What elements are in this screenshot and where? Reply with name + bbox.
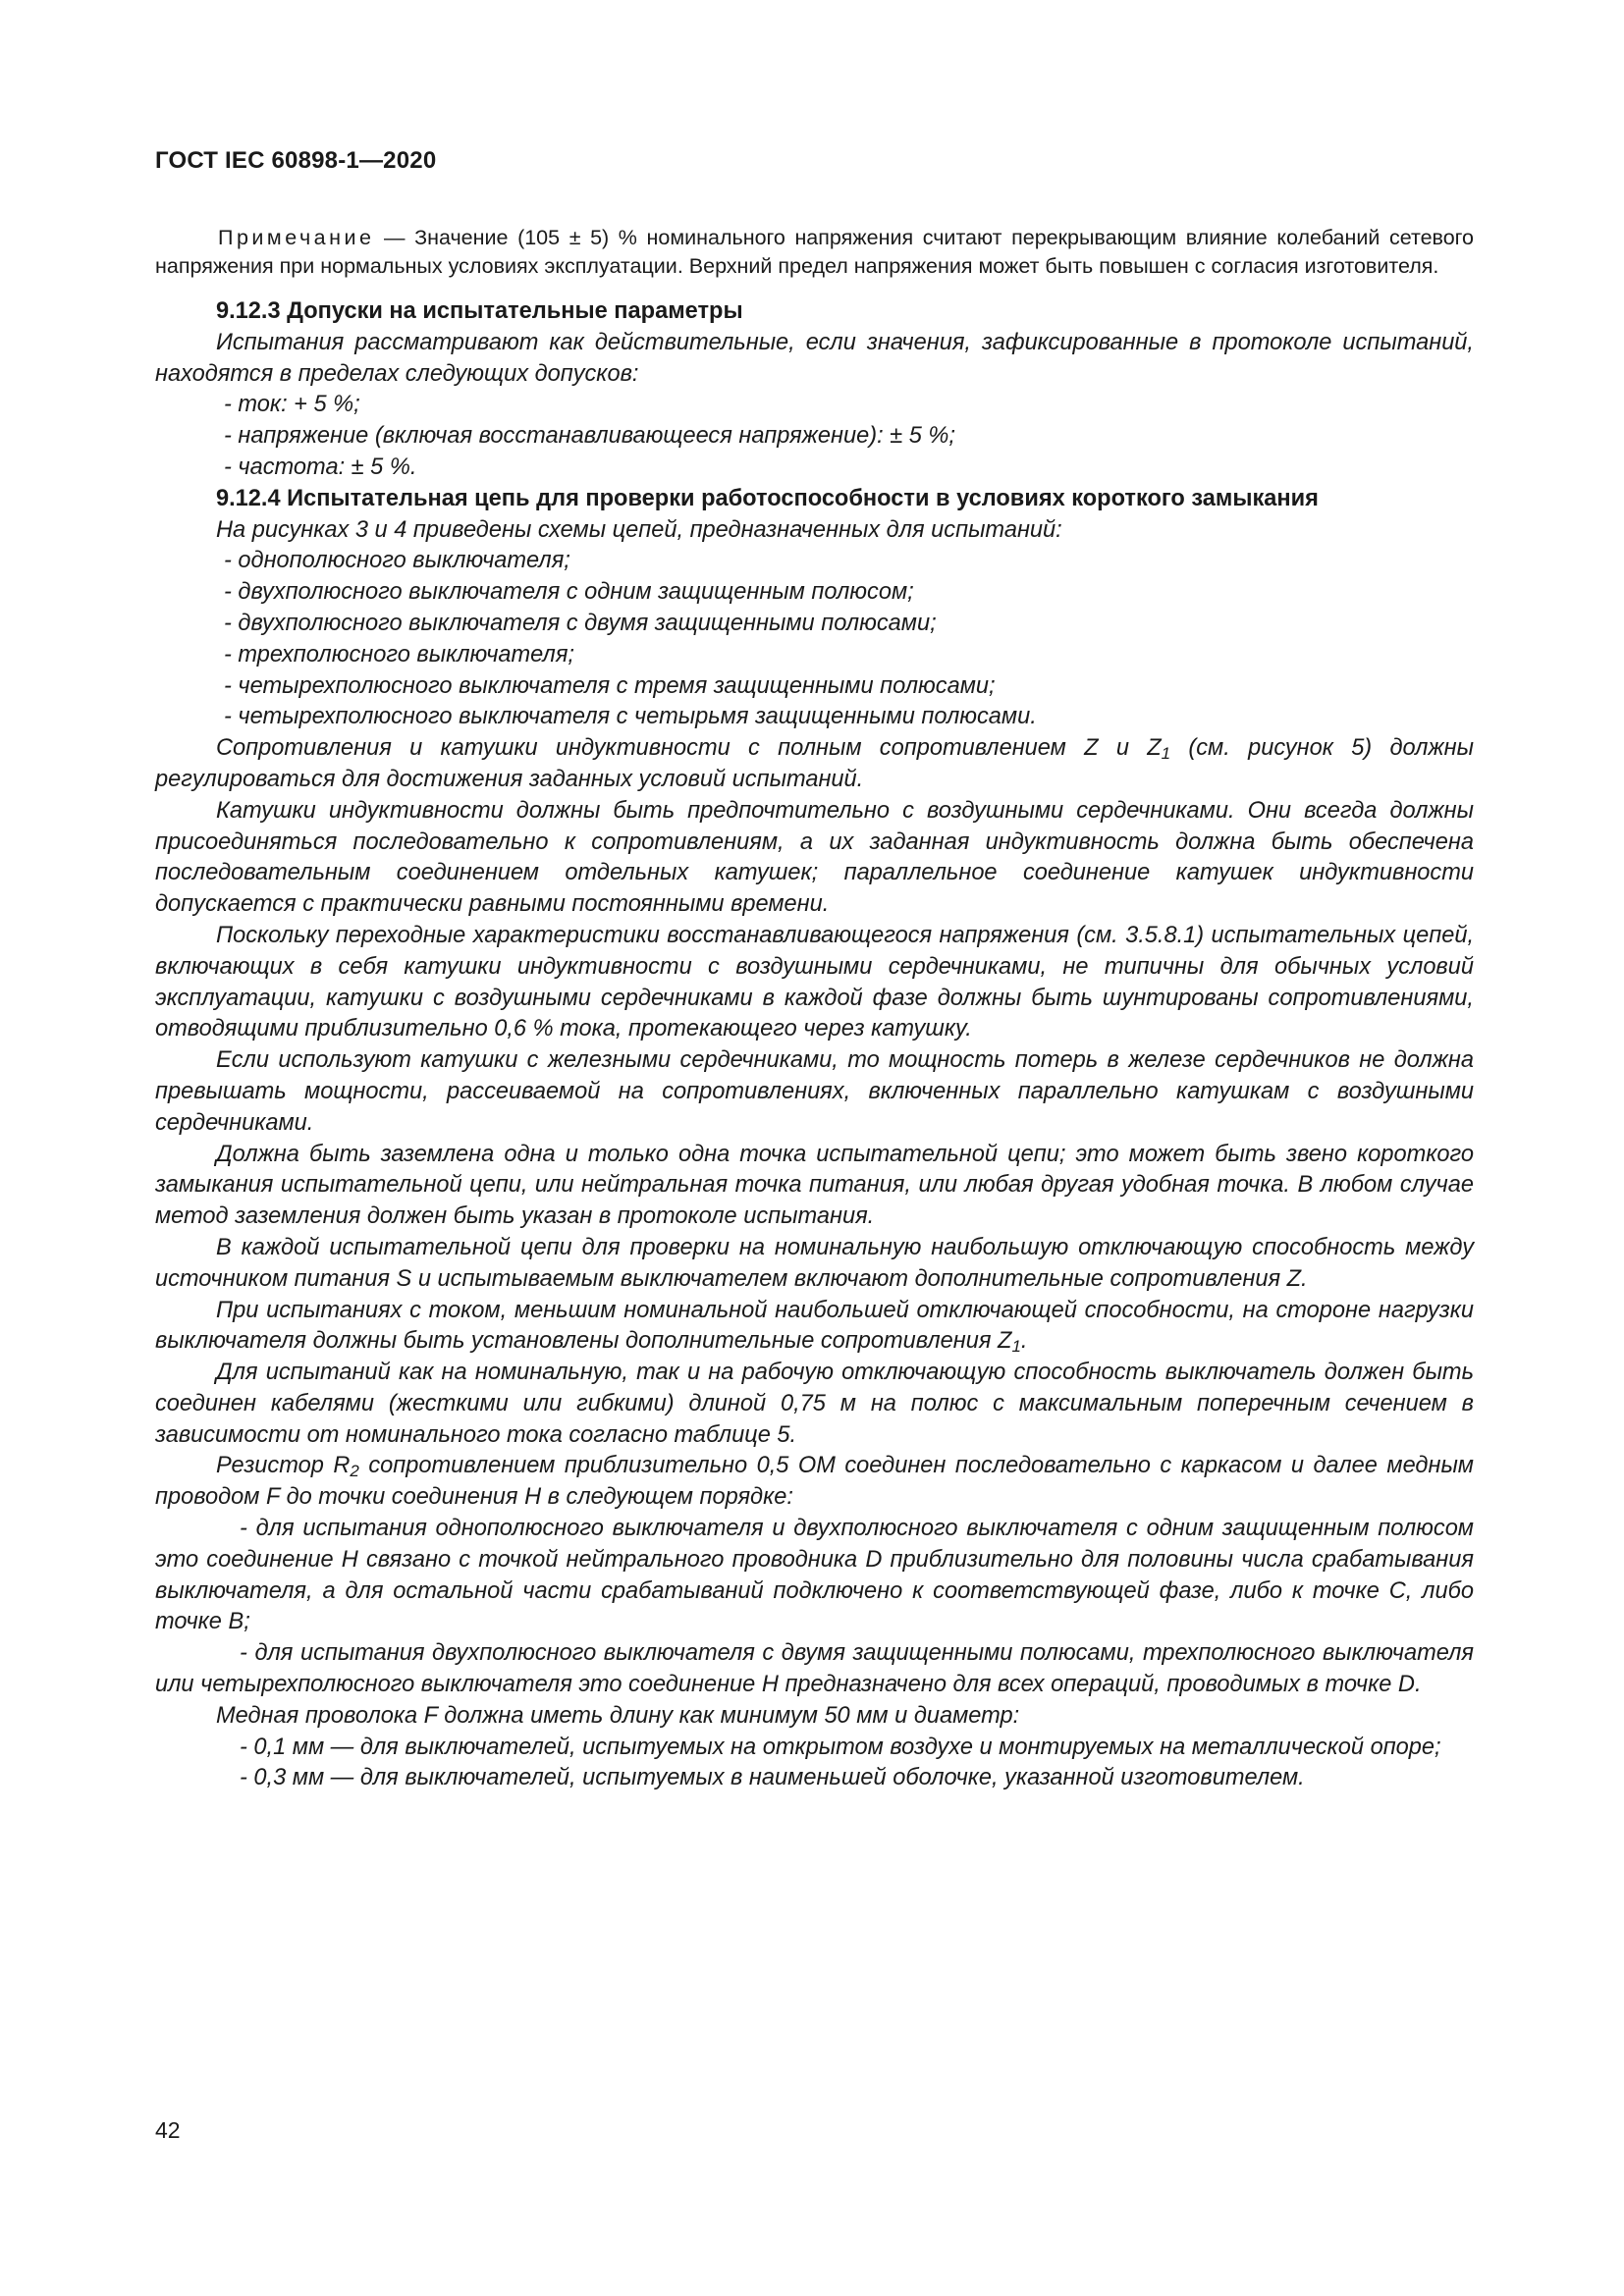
circuit-list-item: - четырехполюсного выключателя с четырьмя защищенными полюсами. — [224, 704, 1037, 730]
paragraph-lower-current — [155, 1296, 1474, 1359]
circuit-list-item: - двухполюсного выключателя с двумя защищенными полюсами; — [224, 610, 937, 636]
circuit-list-item: - четырехполюсного выключателя с тремя защищенными полюсами; — [224, 672, 996, 699]
circuit-list-item: - трехполюсного выключателя; — [224, 641, 574, 667]
document-header: ГОСТ IEC 60898-1—2020 — [155, 147, 437, 174]
section-9-12-4-heading: 9.12.4 Испытательная цепь для проверки работоспособности в условиях короткого замыкания — [216, 485, 1319, 511]
note-text: — Значение (105 ± 5) % номинального напряжения считают перекрывающим влияние колебаний сетевого напряжения при нормальных условиях эксплуатации. Верхний предел напряжения может быть повышен с согласия изготовителя. — [155, 226, 1474, 278]
section-9-12-3-intro: Испытания рассматривают как действительные, если значения, зафиксированные в протоколе испытаний, находятся в пределах следующих допусков: — [155, 329, 1474, 387]
text-run: сопротивлением приблизительно 0,5 ОМ соединен последовательно с каркасом и далее медным проводом F до точки соединения H в следующем порядке: — [155, 1453, 1474, 1511]
tolerance-item-voltage: - напряжение (включая восстанавливающееся напряжение): ± 5 %; — [224, 423, 955, 450]
note-label: Примечание — [218, 226, 375, 249]
text-run: Сопротивления и катушки индуктивности с полным сопротивлением Z и Z — [216, 735, 1162, 762]
text-run: При испытаниях с током, меньшим номинальной наибольшей отключающей способности, на стороне нагрузки выключателя должны быть установлены дополнительные сопротивления Z — [155, 1297, 1474, 1355]
paragraph-copper-wire: Медная проволока F должна иметь длину как минимум 50 мм и диаметр: — [216, 1702, 1020, 1729]
circuit-list-item: - двухполюсного выключателя с одним защищенным полюсом; — [224, 579, 914, 606]
text-run: . — [1020, 1328, 1028, 1355]
paragraph-iron-cores: Если используют катушки с железными сердечниками, то мощность потерь в железе сердечников не должна превышать мощности, рассеиваемой на сопротивлениях, включенных параллельно катушкам с воздушными сердечниками. — [155, 1047, 1474, 1136]
section-9-12-3-heading: 9.12.3 Допуски на испытательные параметры — [216, 298, 743, 324]
paragraph-grounding: Должна быть заземлена одна и только одна точка испытательной цепи; это может быть звено короткого замыкания испытательной цепи, или нейтральная точка питания, или любая другая удобная точка. В любом случае метод заземления должен быть указан в протоколе испытания. — [155, 1141, 1474, 1230]
wire-diameter-item: - 0,1 мм — для выключателей, испытуемых на открытом воздухе и монтируемых на металлической опоре; — [240, 1734, 1441, 1760]
paragraph-each-circuit: В каждой испытательной цепи для проверки на номинальную наибольшую отключающую способность между источником питания S и испытываемым выключателем включают дополнительные сопротивления Z. — [155, 1234, 1474, 1292]
subscript: 1 — [1161, 744, 1171, 764]
tolerance-item-current: - ток: + 5 %; — [224, 392, 360, 418]
page-number: 42 — [155, 2117, 181, 2143]
note-paragraph — [155, 224, 1474, 281]
paragraph-resistor-r2 — [155, 1451, 1474, 1514]
paragraph-resistances — [155, 733, 1474, 796]
page-content — [155, 224, 1474, 1794]
subscript: 1 — [1011, 1337, 1021, 1357]
text-run: Резистор R — [216, 1453, 351, 1479]
tolerance-item-frequency: - частота: ± 5 %. — [224, 454, 417, 480]
circuit-list-item: - однополюсного выключателя; — [224, 548, 570, 574]
paragraph-cables: Для испытаний как на номинальную, так и на рабочую отключающую способность выключатель должен быть соединен кабелями (жесткими или гибкими) длиной 0,75 м на полюс с максимальным поперечным сечением в зависимости от номинального тока согласно таблице 5. — [155, 1360, 1474, 1448]
subscript: 2 — [350, 1462, 359, 1481]
text-run: (см. рисунок 5) должны регулироваться для достижения заданных условий испытаний. — [155, 735, 1474, 792]
wire-diameter-item: - 0,3 мм — для выключателей, испытуемых в наименьшей оболочке, указанной изготовителем. — [240, 1765, 1305, 1791]
paragraph-coils: Катушки индуктивности должны быть предпочтительно с воздушными сердечниками. Они всегда должны присоединяться последовательно к сопротивлениям, а их заданная индуктивность должна быть обеспечена последовательным соединением отдельных катушек; параллельное соединение катушек индуктивности допускается с практически равными постоянными времени. — [155, 797, 1474, 918]
section-9-12-4-intro: На рисунках 3 и 4 приведены схемы цепей, предназначенных для испытаний: — [216, 516, 1062, 543]
paragraph-transient: Поскольку переходные характеристики восстанавливающегося напряжения (см. 3.5.8.1) испытательных цепей, включающих в себя катушки индуктивности с воздушными сердечниками, не типичны для обычных условий эксплуатации, катушки с воздушными сердечниками в каждой фазе должны быть шунтированы сопротивлениями, отводящими приблизительно 0,6 % тока, протекающего через катушку. — [155, 922, 1474, 1042]
resistor-connection-item: - для испытания однополюсного выключателя и двухполюсного выключателя с одним защищенным полюсом это соединение H связано с точкой нейтрального проводника D приблизительно для половины числа срабатывания выключателя, а для остальной части срабатываний подключено к соответствующей фазе, либо к точке C, либо точке B; — [155, 1516, 1474, 1635]
resistor-connection-item: - для испытания двухполюсного выключателя с двумя защищенными полюсами, трехполюсного выключателя или четырехполюсного выключателя это соединение H предназначено для всех операций, проводимых в точке D. — [155, 1640, 1474, 1698]
